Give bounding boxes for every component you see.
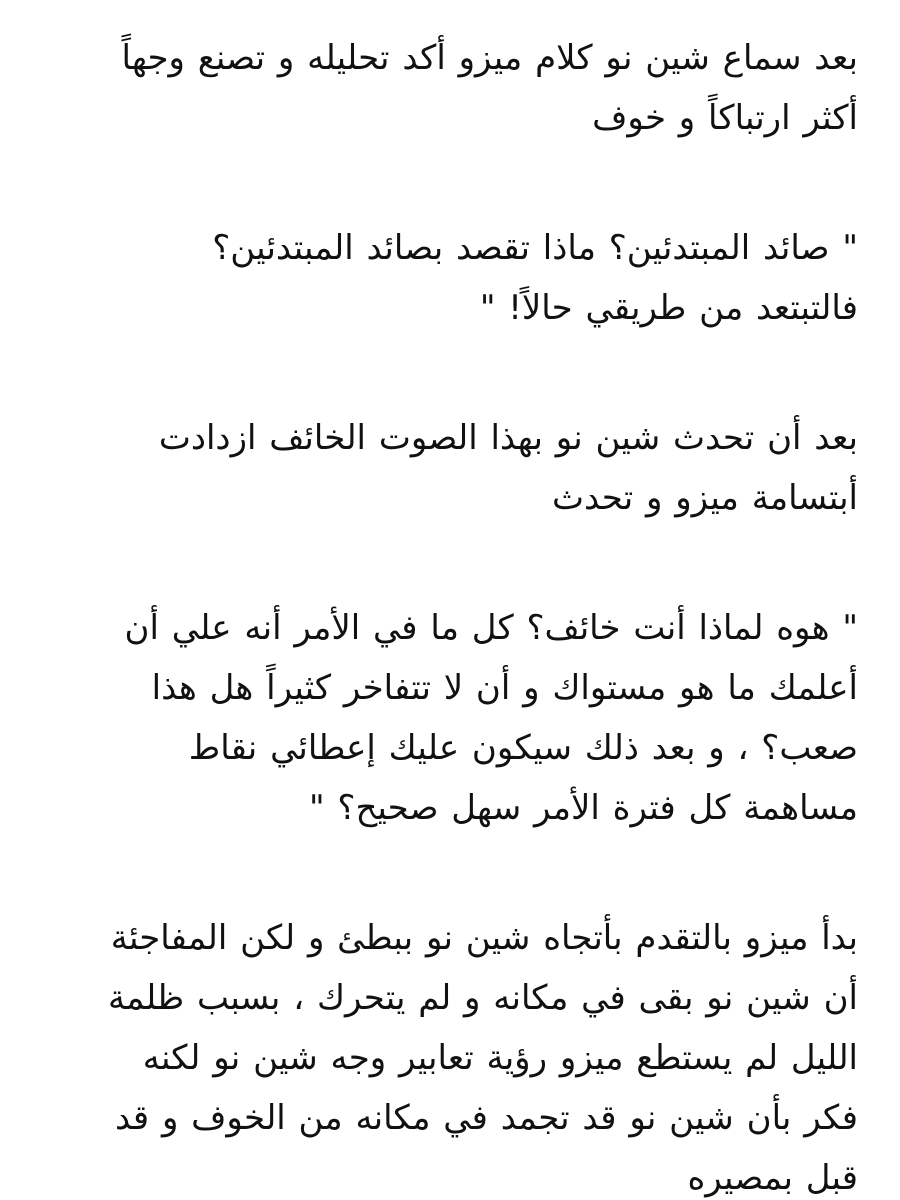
- text-line: " هوه لماذا أنت خائف؟ كل ما في الأمر أنه علي أن: [124, 608, 858, 648]
- text-line: أبتسامة ميزو و تحدث: [551, 478, 858, 518]
- text-line: " صائد المبتدئين؟ ماذا تقصد بصائد المبتدئين؟: [212, 228, 858, 268]
- story-text: [40, 28, 858, 1200]
- paragraph-4: [40, 598, 858, 838]
- text-line: بعد أن تحدث شين نو بهذا الصوت الخائف ازدادت: [158, 418, 858, 458]
- paragraph-3: [40, 408, 858, 528]
- paragraph-1: [40, 28, 858, 148]
- paragraph-5: [40, 908, 858, 1200]
- text-line: مساهمة كل فترة الأمر سهل صحيح؟ ": [308, 788, 858, 828]
- text-line: بدأ ميزو بالتقدم بأتجاه شين نو ببطئ و لكن المفاجئة: [110, 918, 858, 958]
- text-line: أن شين نو بقى في مكانه و لم يتحرك ، بسبب ظلمة: [107, 978, 858, 1018]
- text-line: فكر بأن شين نو قد تجمد في مكانه من الخوف و قد: [115, 1098, 858, 1138]
- text-line: الليل لم يستطع ميزو رؤية تعابير وجه شين نو لكنه: [142, 1038, 858, 1078]
- text-line: أعلمك ما هو مستواك و أن لا تتفاخر كثيراً هل هذا: [151, 668, 858, 708]
- text-line: فالتبتعد من طريقي حالاً! ": [479, 288, 858, 328]
- text-line: صعب؟ ، و بعد ذلك سيكون عليك إعطائي نقاط: [188, 728, 858, 768]
- text-line: أكثر ارتباكاً و خوف: [592, 98, 858, 138]
- text-line: بعد سماع شين نو كلام ميزو أكد تحليله و تصنع وجهاً: [121, 38, 858, 78]
- text-line: قبل بمصيره: [687, 1158, 858, 1198]
- paragraph-2: [40, 218, 858, 338]
